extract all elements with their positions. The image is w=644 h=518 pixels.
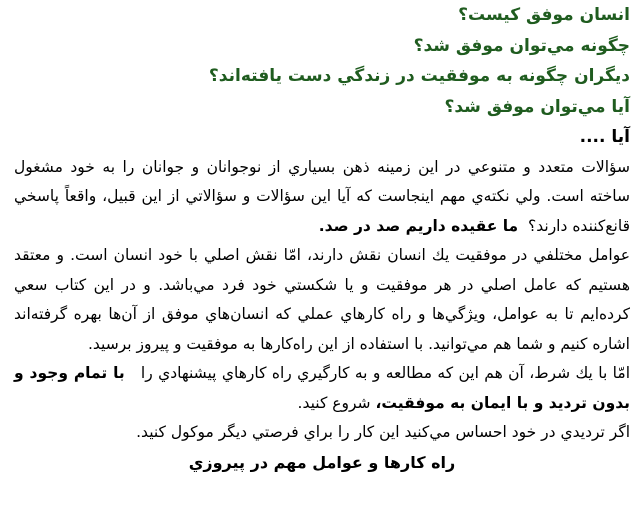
question-how-others-succeeded: ديگران چگونه به موفقيت در زندگي دست يافته‌اند؟ [208, 66, 630, 86]
document-page [14, 0, 630, 477]
question-ellipsis: آيا .... [579, 127, 630, 147]
section-heading: راه كارها و عوامل مهم در پيروزي [188, 452, 456, 472]
paragraph-intro-bold: ما عقيده داريم صد در صد. [318, 216, 519, 235]
question-who-is-successful: انسان موفق كيست؟ [458, 5, 630, 25]
paragraph-factors: عوامل مختلفي در موفقيت يك انسان نقش دارند، امّا نقش اصلي با خود انسان است. و معتقد هستيم كه عامل اصلي در هر موفقيت و يا شكستي خود فرد مي‌باشد. و در اين كتاب سعي كرده‌ايم تا به عوامل، ويژگي‌ها و راه كارهاي عملي كه انسان‌هاي موفق از آن‌ها بهره گرفته‌اند اشاره كنيم و شما هم مي‌توانيد. با استفاده از اين راه‌كارها به موفقيت و پيروز برسيد. [14, 246, 630, 353]
paragraph-condition-text-after: شروع كنيد. [297, 393, 371, 412]
paragraph-condition [14, 359, 630, 418]
paragraph-intro [14, 153, 630, 242]
paragraph-condition-bold: با تمام وجود و بدون ترديد و با ايمان به موفقيت، [14, 364, 630, 412]
paragraph-doubt: اگر ترديدي در خود احساس مي‌كنيد اين كار را براي فرصتي ديگر موكول كنيد. [136, 423, 630, 441]
question-can-one-succeed: آيا مي‌توان موفق شد؟ [444, 96, 630, 117]
question-how-to-succeed: چگونه مي‌توان موفق شد؟ [413, 35, 630, 56]
paragraph-condition-text-before: امّا با يك شرط، آن هم اين كه مطالعه و به كارگيري راه كارهاي پيشنهادي را [140, 364, 631, 382]
paragraph-intro-text: سؤالات متعدد و متنوعي در اين زمينه ذهن بسياري از نوجوانان و جوانان را به خود مشغول ساخته است. ولي نكته‌ي مهم اينجاست كه آيا اين سؤالات و سؤالاتي از اين قبيل، واقعاً پاسخي قانع‌كننده دارند؟ [14, 157, 630, 235]
